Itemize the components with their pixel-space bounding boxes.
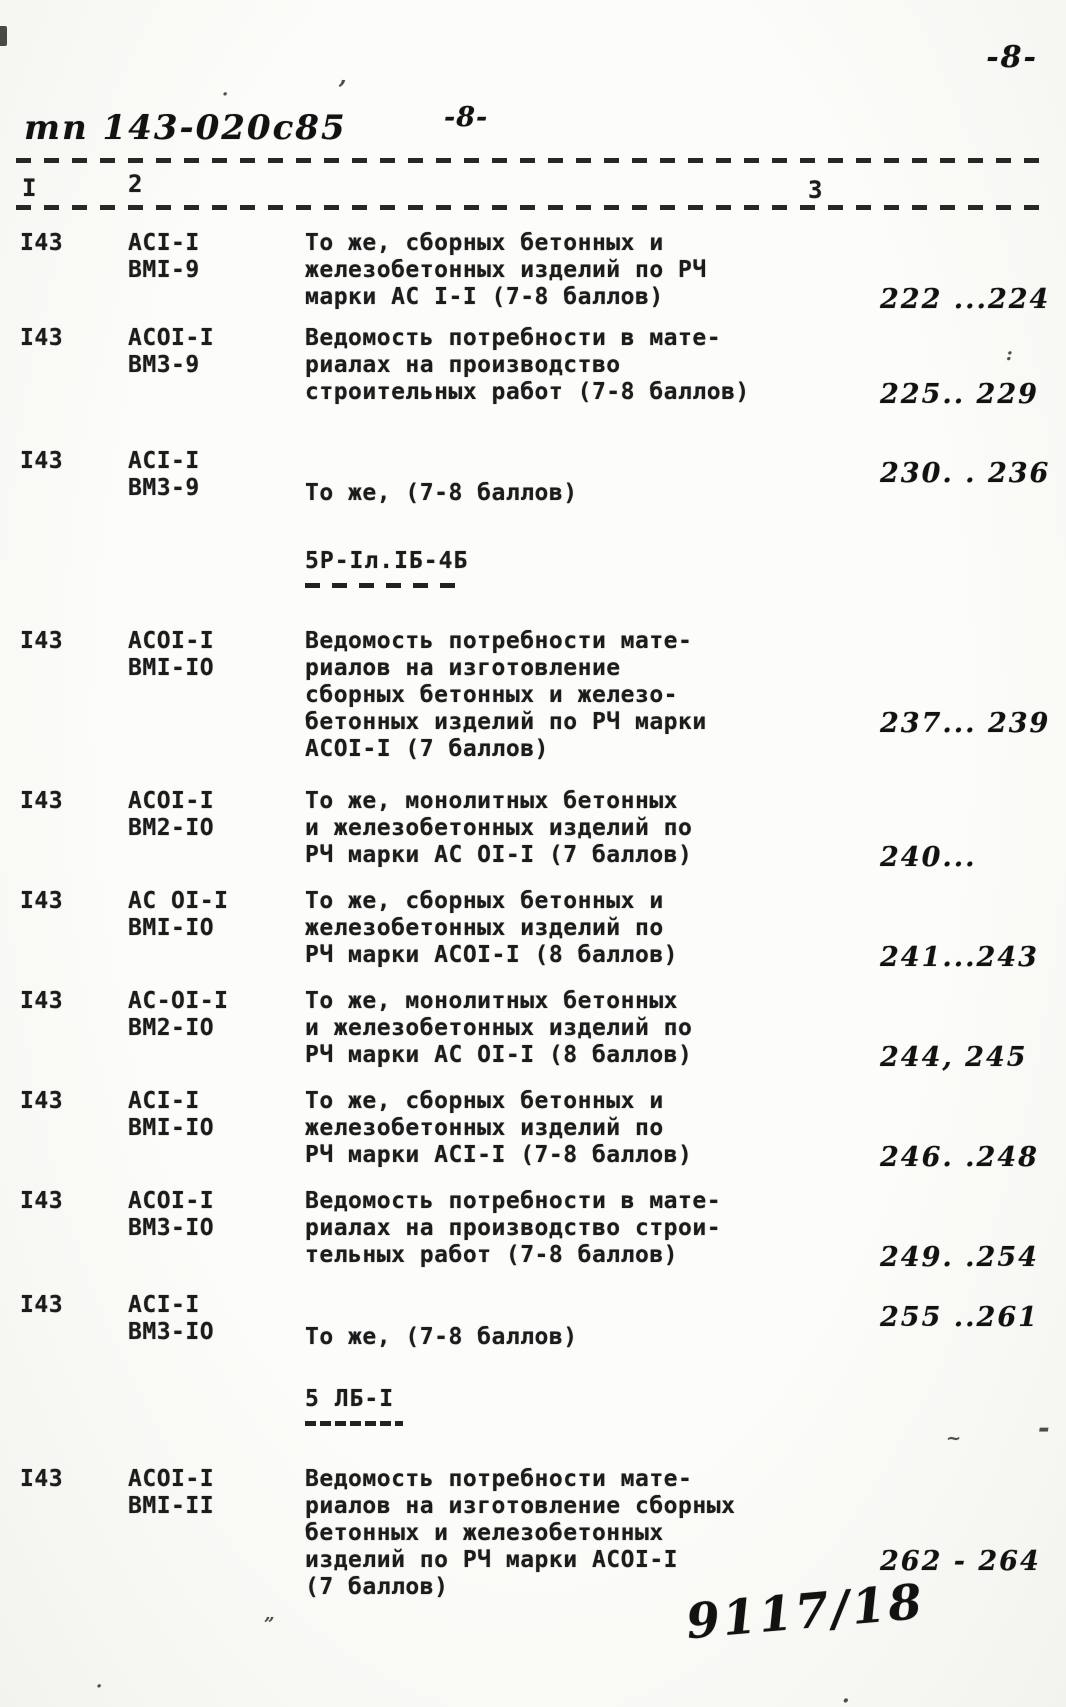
section-heading xyxy=(0,1386,1066,1426)
edge-smudge xyxy=(0,26,7,46)
section-underline xyxy=(305,1421,403,1426)
row-description: Ведомость потребности мате- риалов на изготовление сборных бетонных и железобетонных изделий по РЧ марки АСОI-I (7 баллов) xyxy=(305,1466,736,1600)
section-title: 5 ЛБ-I xyxy=(305,1386,395,1412)
row-mark-code: АС ОI-I ВМI-IO xyxy=(128,888,229,941)
page-number-center: -8- xyxy=(444,102,489,133)
ink-mark: · xyxy=(96,1676,103,1697)
row-series-number: I43 xyxy=(20,1088,64,1114)
row-page-range: 240... xyxy=(880,842,977,873)
dashed-rule-header xyxy=(16,205,1052,210)
row-page-range: 237... 239 xyxy=(880,708,1051,739)
row-page-range: 255 ..261 xyxy=(880,1302,1039,1333)
table-row xyxy=(0,628,1066,763)
ink-mark: ’ xyxy=(338,75,347,104)
row-series-number: I43 xyxy=(20,1292,64,1318)
row-series-number: I43 xyxy=(20,988,64,1014)
row-mark-code: АСОI-I ВМ3-IO xyxy=(128,1188,215,1241)
row-mark-code: АСОI-I ВМ2-IO xyxy=(128,788,215,841)
row-page-range: 225.. 229 xyxy=(880,379,1039,410)
row-series-number: I43 xyxy=(20,325,64,351)
row-series-number: I43 xyxy=(20,1188,64,1214)
row-series-number: I43 xyxy=(20,1466,64,1492)
column-header-1: I xyxy=(22,174,37,202)
row-description: То же, (7-8 баллов) xyxy=(305,1324,578,1350)
row-page-range: 244, 245 xyxy=(880,1042,1028,1073)
section-heading xyxy=(0,548,1066,588)
column-header-3: 3 xyxy=(808,176,823,204)
table-row xyxy=(0,1188,1066,1273)
row-page-range: 222 ...224 xyxy=(880,284,1051,315)
row-page-range: 241...243 xyxy=(880,942,1039,973)
row-description: То же, монолитных бетонных и железобетонных изделий по РЧ марки АС ОI-I (8 баллов) xyxy=(305,988,693,1068)
ink-mark: ” xyxy=(264,1614,275,1635)
row-description: То же, сборных бетонных и железобетонных изделий по РЧ марки АСI-I (7-8 баллов) xyxy=(305,1088,693,1168)
row-description: То же, монолитных бетонных и железобетонных изделий по РЧ марки АС ОI-I (7 баллов) xyxy=(305,788,693,868)
row-description: Ведомость потребности в мате- риалах на производство строи- тельных работ (7-8 баллов) xyxy=(305,1188,722,1268)
row-mark-code: АСI-I ВМ3-IO xyxy=(128,1292,215,1345)
row-description: Ведомость потребности в мате- риалах на производство строительных работ (7-8 баллов) xyxy=(305,325,750,405)
ink-mark: ~ xyxy=(946,1428,962,1449)
row-page-range: 246. .248 xyxy=(880,1142,1039,1173)
row-page-range: 249. .254 xyxy=(880,1242,1039,1273)
table-row xyxy=(0,230,1066,315)
row-mark-code: АСI-I ВМ3-9 xyxy=(128,448,200,501)
ink-mark: - xyxy=(1038,1411,1050,1444)
page-number-corner: -8- xyxy=(986,40,1038,75)
section-underline xyxy=(305,583,457,588)
table-row xyxy=(0,1292,1066,1351)
ink-mark: : xyxy=(1006,344,1013,365)
row-page-range: 262 - 264 xyxy=(880,1546,1041,1577)
row-mark-code: АСI-I ВМI-IO xyxy=(128,1088,215,1141)
plate-number: 9117/18 xyxy=(684,1573,927,1651)
row-mark-code: АСОI-I ВМI-IO xyxy=(128,628,215,681)
row-description: Ведомость потребности мате- риалов на изготовление сборных бетонных и железо- бетонных изделий по РЧ марки АСОI-I (7 баллов) xyxy=(305,628,707,762)
ink-mark: · xyxy=(222,84,229,105)
row-series-number: I43 xyxy=(20,448,64,474)
row-page-range: 230. . 236 xyxy=(880,458,1051,489)
table-row xyxy=(0,325,1066,410)
row-series-number: I43 xyxy=(20,888,64,914)
row-mark-code: АС-ОI-I ВМ2-IO xyxy=(128,988,229,1041)
row-mark-code: АСОI-I ВМ3-9 xyxy=(128,325,215,378)
section-title: 5Р-Iл.IБ-4Б xyxy=(305,548,469,574)
table-row xyxy=(0,988,1066,1073)
ink-mark: · xyxy=(842,1688,850,1707)
row-description: То же, сборных бетонных и железобетонных изделий по РЧ марки АСОI-I (8 баллов) xyxy=(305,888,679,968)
table-row xyxy=(0,448,1066,507)
doc-code: тп 143-020с85 xyxy=(24,108,347,148)
row-description: То же, (7-8 баллов) xyxy=(305,480,578,506)
row-mark-code: АСОI-I ВМI-II xyxy=(128,1466,215,1519)
row-series-number: I43 xyxy=(20,788,64,814)
row-description: То же, сборных бетонных и железобетонных изделий по РЧ марки АС I-I (7-8 баллов) xyxy=(305,230,707,310)
table-row xyxy=(0,888,1066,973)
row-series-number: I43 xyxy=(20,628,64,654)
column-header-2: 2 xyxy=(128,170,143,198)
table-row xyxy=(0,1088,1066,1173)
dashed-rule-top xyxy=(16,158,1052,163)
table-row xyxy=(0,788,1066,873)
row-mark-code: АСI-I ВМI-9 xyxy=(128,230,200,283)
row-series-number: I43 xyxy=(20,230,64,256)
